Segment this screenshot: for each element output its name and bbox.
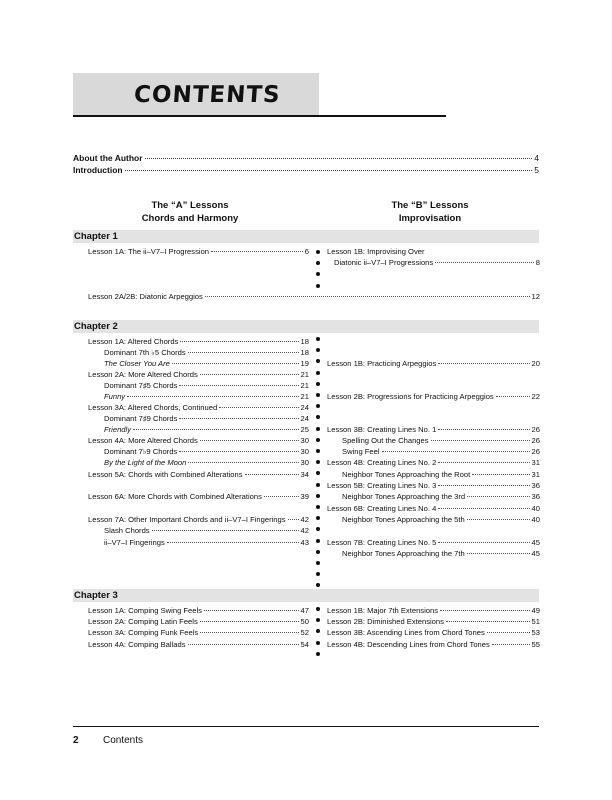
dot-leader <box>438 363 529 364</box>
separator-bullet <box>316 393 320 397</box>
toc-entry-page: 55 <box>531 640 540 649</box>
toc-entry[interactable] <box>327 391 540 402</box>
toc-entry-page: 52 <box>300 628 309 637</box>
toc-entry-page: 30 <box>300 447 309 456</box>
toc-entry[interactable] <box>342 446 540 457</box>
toc-entry-page: 19 <box>300 359 309 368</box>
toc-entry-label: Swing Feel <box>342 447 380 456</box>
toc-entry-label: Neighbor Tones Approaching the 3rd <box>342 492 466 501</box>
toc-entry[interactable] <box>104 380 309 391</box>
dot-leader <box>219 407 298 408</box>
toc-entry-page: 8 <box>535 258 540 267</box>
dot-leader <box>200 374 299 375</box>
separator-bullet <box>316 284 320 288</box>
toc-entry-label: Dominant 7♭9 Chords <box>104 447 178 456</box>
toc-entry-label: Lesson 2A/2B: Diatonic Arpeggios <box>88 292 203 301</box>
page-title: CONTENTS <box>133 82 282 108</box>
separator-bullet <box>316 641 320 645</box>
dot-leader <box>438 542 529 543</box>
dot-leader <box>200 621 299 622</box>
toc-entry-label: Introduction <box>73 165 123 175</box>
dot-leader <box>446 621 530 622</box>
dot-leader <box>200 632 298 633</box>
toc-entry-introduction[interactable] <box>73 165 539 176</box>
toc-entry[interactable] <box>88 469 309 480</box>
dot-leader <box>188 352 299 353</box>
chapter-2-heading <box>73 320 539 333</box>
dot-leader <box>496 396 530 397</box>
toc-entry-page: 45 <box>531 549 540 558</box>
toc-entry-page: 50 <box>300 617 309 626</box>
toc-entry[interactable] <box>104 347 309 358</box>
toc-entry[interactable] <box>104 358 309 369</box>
dot-leader <box>264 496 299 497</box>
dot-leader <box>245 474 299 475</box>
dot-leader <box>152 530 299 531</box>
toc-entry[interactable] <box>334 257 540 268</box>
separator-bullet <box>316 483 320 487</box>
column-head-a <box>110 199 270 225</box>
separator-bullet <box>316 261 320 265</box>
toc-entry[interactable] <box>104 525 309 536</box>
separator-bullet <box>316 629 320 633</box>
toc-entry-page: 26 <box>531 425 540 434</box>
separator-bullet <box>316 359 320 363</box>
dot-leader <box>467 496 529 497</box>
separator-bullet <box>316 382 320 386</box>
dot-leader <box>472 474 529 475</box>
toc-entry-label: The Closer You Are <box>104 359 170 368</box>
toc-entry[interactable] <box>88 291 540 302</box>
toc-entry-page: 39 <box>300 492 309 501</box>
toc-entry[interactable] <box>88 639 309 650</box>
dot-leader <box>188 644 299 645</box>
toc-entry-page: 42 <box>300 515 309 524</box>
page-number: 2 <box>73 735 79 746</box>
toc-entry-label: Dominant 7♯5 Chords <box>104 381 178 390</box>
toc-entry[interactable] <box>327 246 540 257</box>
toc-entry-page: 31 <box>531 458 540 467</box>
dot-leader <box>188 462 298 463</box>
title-rule <box>73 115 446 117</box>
toc-entry-label: Lesson 2B: Progressions for Practicing Arpeggios <box>327 392 494 401</box>
separator-bullet <box>316 527 320 531</box>
chapter-title: Chapter 3 <box>74 590 118 601</box>
column-head-line: The “B” Lessons <box>391 200 469 211</box>
separator-bullet <box>316 460 320 464</box>
toc-entry[interactable] <box>88 627 309 638</box>
chapter-title: Chapter 2 <box>74 321 118 332</box>
toc-entry[interactable] <box>327 639 540 650</box>
toc-entry-page: 21 <box>300 392 309 401</box>
toc-entry[interactable] <box>88 491 309 502</box>
toc-entry[interactable] <box>342 469 540 480</box>
separator-bullet <box>316 272 320 276</box>
toc-entry[interactable] <box>342 548 540 559</box>
dot-leader <box>167 542 299 543</box>
footer-rule <box>73 726 539 727</box>
toc-entry-label: Lesson 4B: Creating Lines No. 2 <box>327 458 437 467</box>
column-head-line: The “A” Lessons <box>151 200 229 211</box>
toc-entry[interactable] <box>104 537 309 548</box>
toc-entry-label: By the Light of the Moon <box>104 458 187 467</box>
toc-entry-label: Lesson 5A: Chords with Combined Alterations <box>88 470 243 479</box>
toc-entry-label: Lesson 6A: More Chords with Combined Alterations <box>88 492 262 501</box>
separator-bullet <box>316 404 320 408</box>
toc-entry[interactable] <box>327 457 540 468</box>
separator-bullet <box>316 618 320 622</box>
toc-entry-page: 30 <box>300 458 309 467</box>
dot-leader <box>440 610 530 611</box>
toc-entry[interactable] <box>342 514 540 525</box>
toc-entry-label: Neighbor Tones Approaching the 7th <box>342 549 465 558</box>
separator-bullet <box>316 505 320 509</box>
toc-entry-label: Lesson 1A: The ii–V7–I Progression <box>88 247 210 256</box>
toc-entry-page: 6 <box>304 247 309 256</box>
toc-entry[interactable] <box>342 435 540 446</box>
toc-entry-label: ii–V7–I Fingerings <box>104 538 165 547</box>
toc-entry-page: 36 <box>531 492 540 501</box>
toc-entry-page: 18 <box>300 348 309 357</box>
toc-entry[interactable] <box>104 413 309 424</box>
dot-leader <box>145 158 533 159</box>
toc-entry[interactable] <box>88 336 309 347</box>
dot-leader <box>435 262 534 263</box>
toc-entry-page: 36 <box>531 481 540 490</box>
toc-entry[interactable] <box>104 391 309 402</box>
toc-entry-page: 54 <box>300 640 309 649</box>
toc-entry[interactable] <box>88 246 309 257</box>
chapter-title: Chapter 1 <box>74 231 118 242</box>
toc-entry-label: Lesson 4A: More Altered Chords <box>88 436 198 445</box>
toc-entry-page: 30 <box>300 436 309 445</box>
toc-entry[interactable] <box>327 616 540 627</box>
dot-leader <box>127 396 298 397</box>
toc-entry[interactable] <box>327 424 540 435</box>
dot-leader <box>205 296 530 297</box>
toc-entry-page: 20 <box>531 359 540 368</box>
toc-entry-label: Lesson 7B: Creating Lines No. 5 <box>327 538 437 547</box>
separator-bullet <box>316 561 320 565</box>
toc-entry-page: 51 <box>531 617 540 626</box>
dot-leader <box>467 553 530 554</box>
toc-entry-page: 47 <box>300 606 309 615</box>
separator-bullet <box>316 550 320 554</box>
running-footer: Contents <box>103 735 144 746</box>
dot-leader <box>180 341 298 342</box>
toc-entry-label: Neighbor Tones Approaching the 5th <box>342 515 465 524</box>
toc-entry-page: 43 <box>300 538 309 547</box>
toc-entry-page: 53 <box>531 628 540 637</box>
toc-entry[interactable] <box>88 605 309 616</box>
separator-bullet <box>316 652 320 656</box>
toc-entry-page: 40 <box>531 515 540 524</box>
toc-entry[interactable] <box>104 446 309 457</box>
column-head-b <box>350 199 510 225</box>
dot-leader <box>125 170 533 171</box>
toc-entry-label: Lesson 1A: Altered Chords <box>88 337 179 346</box>
toc-entry-label: Lesson 1B: Major 7th Extensions <box>327 606 439 615</box>
toc-entry[interactable] <box>327 480 540 491</box>
toc-entry-page: 21 <box>300 370 309 379</box>
toc-entry-label: Lesson 1B: Improvising Over <box>327 247 425 256</box>
dot-leader <box>382 451 530 452</box>
dot-leader <box>179 418 298 419</box>
dot-leader <box>288 519 299 520</box>
toc-entry-label: Lesson 6B: Creating Lines No. 4 <box>327 504 437 513</box>
toc-entry-label: Slash Chords <box>104 526 150 535</box>
toc-entry-label: Lesson 4A: Comping Ballads <box>88 640 186 649</box>
toc-entry-page: 4 <box>534 153 539 163</box>
toc-entry-page: 21 <box>300 381 309 390</box>
separator-bullet <box>316 471 320 475</box>
toc-entry[interactable] <box>327 605 540 616</box>
toc-entry-label: Diatonic ii–V7–I Progressions <box>334 258 434 267</box>
toc-entry-label: About the Author <box>73 153 143 163</box>
dot-leader <box>467 519 530 520</box>
dot-leader <box>204 610 299 611</box>
toc-entry-page: 26 <box>531 447 540 456</box>
separator-bullet <box>316 427 320 431</box>
separator-bullet <box>316 572 320 576</box>
toc-entry-page: 22 <box>531 392 540 401</box>
separator-bullet <box>316 371 320 375</box>
toc-entry-label: Lesson 1A: Comping Swing Feels <box>88 606 202 615</box>
toc-entry[interactable] <box>104 424 309 435</box>
toc-entry-label: Neighbor Tones Approaching the Root <box>342 470 471 479</box>
separator-bullet <box>316 415 320 419</box>
toc-entry[interactable] <box>88 435 309 446</box>
separator-bullet <box>316 438 320 442</box>
dot-leader <box>179 385 298 386</box>
separator-bullet <box>316 348 320 352</box>
dot-leader <box>487 632 530 633</box>
separator-bullet <box>316 539 320 543</box>
toc-entry-label: Funny <box>104 392 126 401</box>
toc-entry-label: Lesson 5B: Creating Lines No. 3 <box>327 481 437 490</box>
toc-entry-label: Lesson 3B: Creating Lines No. 1 <box>327 425 437 434</box>
toc-entry[interactable] <box>327 537 540 548</box>
dot-leader <box>438 508 529 509</box>
toc-entry-page: 49 <box>531 606 540 615</box>
toc-entry-label: Lesson 3A: Altered Chords, Continued <box>88 403 218 412</box>
toc-entry-label: Lesson 1B: Practicing Arpeggios <box>327 359 437 368</box>
toc-entry-page: 34 <box>300 470 309 479</box>
toc-entry-page: 24 <box>300 414 309 423</box>
toc-entry-label: Lesson 2B: Diminished Extensions <box>327 617 444 626</box>
toc-entry-label: Lesson 2A: Comping Latin Feels <box>88 617 198 626</box>
toc-entry-label: Dominant 7♯9 Chords <box>104 414 178 423</box>
separator-bullet <box>316 250 320 254</box>
toc-entry[interactable] <box>88 402 309 413</box>
toc-entry[interactable] <box>327 358 540 369</box>
dot-leader <box>172 363 299 364</box>
column-head-line: Improvisation <box>398 213 462 224</box>
toc-entry[interactable] <box>104 457 309 468</box>
toc-entry-about-author[interactable] <box>73 153 539 164</box>
toc-entry-label: Lesson 2A: More Altered Chords <box>88 370 198 379</box>
separator-bullet <box>316 583 320 587</box>
toc-entry-label: Dominant 7th ♭5 Chords <box>104 348 186 357</box>
toc-entry[interactable] <box>88 369 309 380</box>
separator-bullet <box>316 449 320 453</box>
toc-entry-page: 24 <box>300 403 309 412</box>
toc-entry-page: 45 <box>531 538 540 547</box>
toc-entry[interactable] <box>88 514 309 525</box>
toc-entry-page: 31 <box>531 470 540 479</box>
dot-leader <box>438 485 529 486</box>
toc-entry-page: 18 <box>300 337 309 346</box>
toc-entry-page: 26 <box>531 436 540 445</box>
toc-entry-label: Lesson 7A: Other Important Chords and ii–V7–I Fingerings <box>88 515 286 524</box>
dot-leader <box>438 429 529 430</box>
chapter-3-heading <box>73 589 539 602</box>
dot-leader <box>211 251 303 252</box>
toc-entry-label: Lesson 4B: Descending Lines from Chord Tones <box>327 640 490 649</box>
toc-entry-page: 5 <box>534 165 539 175</box>
toc-entry-label: Spelling Out the Changes <box>342 436 429 445</box>
toc-entry[interactable] <box>342 491 540 502</box>
chapter-1-heading <box>73 230 539 243</box>
dot-leader <box>133 429 299 430</box>
toc-entry-label: Lesson 3B: Ascending Lines from Chord Tones <box>327 628 485 637</box>
toc-entry-label: Friendly <box>104 425 132 434</box>
separator-bullet <box>316 494 320 498</box>
dot-leader <box>438 462 529 463</box>
separator-bullet <box>316 516 320 520</box>
toc-entry-page: 25 <box>300 425 309 434</box>
dot-leader <box>431 440 530 441</box>
dot-leader <box>492 644 530 645</box>
toc-entry-label: Lesson 3A: Comping Funk Feels <box>88 628 199 637</box>
separator-bullet <box>316 337 320 341</box>
dot-leader <box>200 440 299 441</box>
toc-entry-page: 40 <box>531 504 540 513</box>
toc-entry[interactable] <box>327 503 540 514</box>
toc-entry-page: 42 <box>300 526 309 535</box>
toc-entry[interactable] <box>88 616 309 627</box>
separator-bullet <box>316 607 320 611</box>
dot-leader <box>179 451 298 452</box>
toc-entry[interactable] <box>327 627 540 638</box>
toc-entry-page: 12 <box>531 292 540 301</box>
column-head-line: Chords and Harmony <box>141 213 239 224</box>
